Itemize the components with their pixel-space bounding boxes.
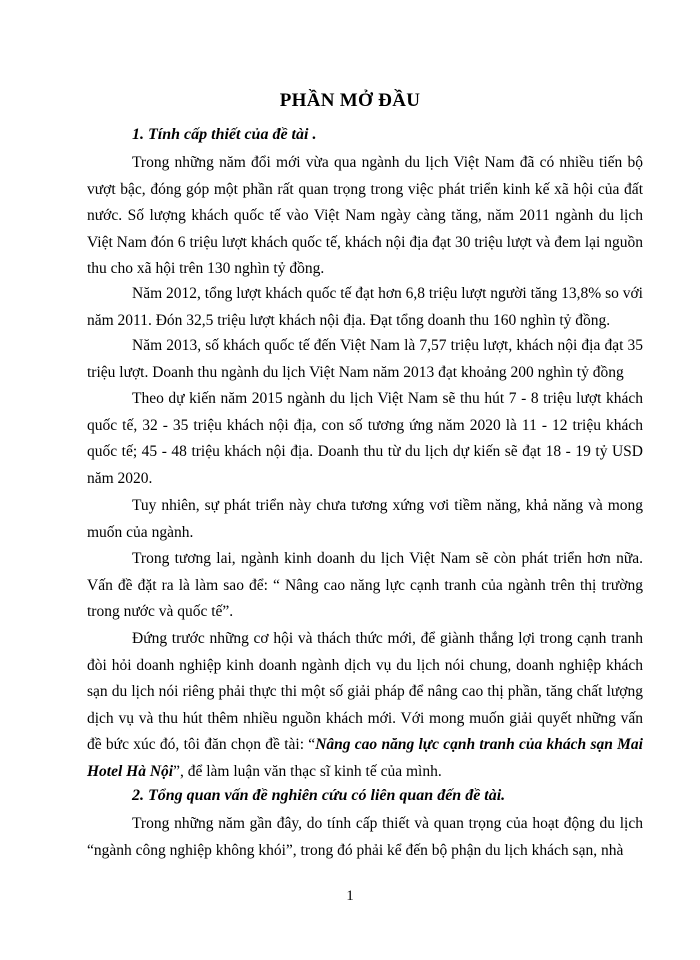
paragraph-1: Trong những năm đổi mới vừa qua ngành du lịch Việt Nam đã có nhiều tiến bộ vượt bậc, đóng góp một phần rất quan trọng trong việc phát triển kinh kế xã hội của đất nước. Số lượng khách quốc tế vào Việt Nam ngày càng tăng, năm 2011 ngành du lịch Việt Nam đón 6 triệu lượt khách quốc tế, khách nội địa đạt 30 triệu lượt và đem lại nguồn thu cho xã hội trên 130 nghìn tỷ đồng. — [87, 154, 643, 277]
page-number: 1 — [346, 888, 354, 904]
section-2-heading: 2. Tổng quan vấn đề nghiên cứu có liên quan đến đề tài. — [132, 787, 506, 804]
paragraph-3: Năm 2013, số khách quốc tế đến Việt Nam là 7,57 triệu lượt, khách nội địa đạt 35 triệu lượt. Doanh thu ngành du lịch Việt Nam năm 2013 đạt khoảng 200 nghìn tỷ đồng — [87, 337, 643, 381]
page-title: PHẦN MỞ ĐẦU — [279, 90, 421, 111]
paragraph-4: Theo dự kiến năm 2015 ngành du lịch Việt Nam sẽ thu hút 7 - 8 triệu lượt khách quốc tế, 32 - 35 triệu khách nội địa, con số tương ứng năm 2020 là 11 - 12 triệu khách quốc tế; 45 - 48 triệu khách nội địa. Doanh thu từ du lịch dự kiến sẽ đạt 18 - 19 tỷ USD năm 2020. — [87, 390, 643, 487]
paragraph-8: Trong những năm gần đây, do tính cấp thiết và quan trọng của hoạt động du lịch “ngành công nghiệp không khói”, trong đó phải kể đến bộ phận du lịch khách sạn, nhà — [87, 815, 643, 859]
paragraph-2: Năm 2012, tổng lượt khách quốc tế đạt hơn 6,8 triệu lượt người tăng 13,8% so với năm 2011. Đón 32,5 triệu lượt khách nội địa. Đạt tổng doanh thu 160 nghìn tỷ đồng. — [87, 285, 643, 329]
paragraph-7 — [87, 626, 643, 785]
paragraph-7-ending: ”, để làm luận văn thạc sĩ kinh tế của mình. — [173, 762, 442, 780]
paragraph-5: Tuy nhiên, sự phát triển này chưa tương xứng vơi tiềm năng, khả năng và mong muốn của ngành. — [87, 497, 643, 541]
paragraph-6: Trong tương lai, ngành kinh doanh du lịch Việt Nam sẽ còn phát triển hơn nữa. Vấn đề đặt ra là làm sao để: “ Nâng cao năng lực cạnh tranh của ngành trên thị trường trong nước và quốc tế”. — [87, 550, 643, 620]
paragraph-7-text: Đứng trước những cơ hội và thách thức mới, để giành thắng lợi trong cạnh tranh đòi hỏi doanh nghiệp kinh doanh ngành dịch vụ du lịch nói chung, doanh nghiệp khách sạn du lịch nói riêng phải thực thi một số giải pháp để nâng cao thị phần, tăng chất lượng dịch vụ và thu hút thêm nhiều nguồn khách mới. Với mong muốn giải quyết những vấn đề bức xúc đó, tôi đăn chọn đề tài: “ — [87, 630, 643, 753]
section-1-heading: 1. Tính cấp thiết của đề tài . — [132, 126, 317, 143]
thesis-topic: Nâng cao năng lực cạnh tranh của khách sạn Mai Hotel Hà Nội — [87, 736, 643, 780]
